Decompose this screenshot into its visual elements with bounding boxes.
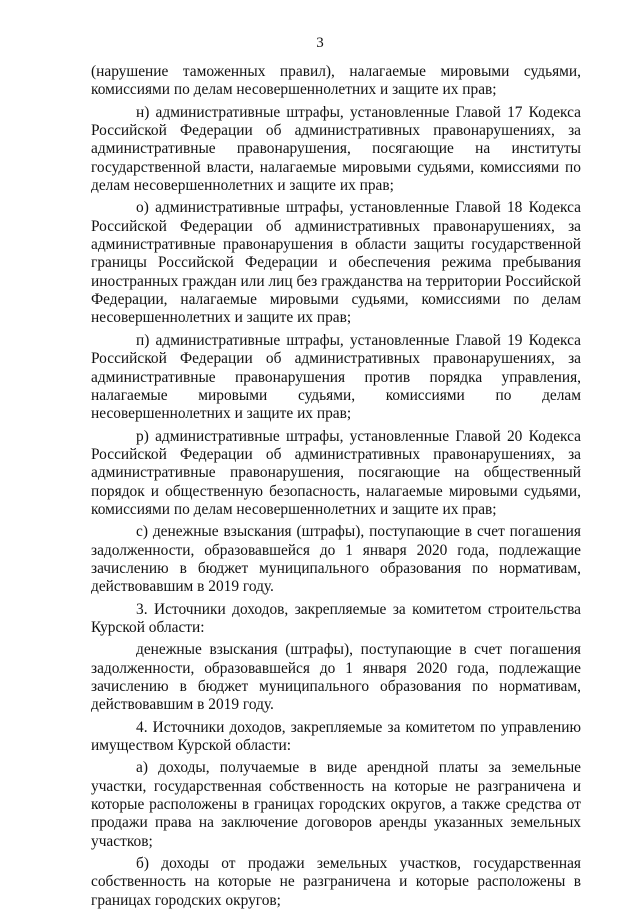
paragraph-s-monetary-penalties: с) денежные взыскания (штрафы), поступающие в счет погашения задолженности, образовавшейся до 1 января 2020 года, подлежащие зачислению в бюджет муниципального образования по нормативам, действовавшим в 2019 году. (91, 523, 581, 596)
paragraph-construction-committee-penalties: денежные взыскания (штрафы), поступающие в счет погашения задолженности, образовавшейся до 1 января 2020 года, подлежащие зачислению в бюджет муниципального образования по нормативам, действовавшим в 2019 году. (91, 641, 581, 714)
section-4-heading: 4. Источники доходов, закрепляемые за комитетом по управлению имуществом Курской области: (91, 718, 581, 755)
paragraph-b-land-sale-income: б) доходы от продажи земельных участков, государственная собственность на которые не разграничена и которые расположены в границах городских округов; (91, 855, 581, 909)
paragraph-o-chapter-18-fines: о) административные штрафы, установленные Главой 18 Кодекса Российской Федерации об административных правонарушениях, за административные правонарушения в области защиты государственной границы Российской Федерации и обеспечения режима пребывания иностранных граждан или лиц без гражданства на территории Российской Федерации, налагаемые мировыми судьями, комиссиями по делам несовершеннолетних и защите их прав; (91, 199, 581, 327)
document-body (91, 63, 581, 910)
section-3-heading: 3. Источники доходов, закрепляемые за комитетом строительства Курской области: (91, 600, 581, 636)
paragraph-p-chapter-19-fines: п) административные штрафы, установленные Главой 19 Кодекса Российской Федерации об административных правонарушениях, за административные правонарушения против порядка управления, налагаемые мировыми судьями, комиссиями по делам несовершеннолетних и защите их прав; (91, 331, 581, 423)
paragraph-n-chapter-17-fines: н) административные штрафы, установленные Главой 17 Кодекса Российской Федерации об административных правонарушениях, за административные правонарушения, посягающие на институты государственной власти, налагаемые мировыми судьями, комиссиями по делам несовершеннолетних и защите их прав; (91, 103, 581, 195)
page-number: 3 (316, 35, 324, 51)
paragraph-a-land-rent-income: а) доходы, получаемые в виде арендной платы за земельные участки, государственная собственность на которые не разграничена и которые расположены в границах городских округов, а также средства от продажи права на заключение договоров аренды указанных земельных участков; (91, 759, 581, 850)
paragraph-r-chapter-20-fines: р) административные штрафы, установленные Главой 20 Кодекса Российской Федерации об административных правонарушениях, за административные правонарушения, посягающие на общественный порядок и общественную безопасность, налагаемые мировыми судьями, комиссиями по делам несовершеннолетних и защите их прав; (91, 427, 581, 518)
paragraph-customs-fines-continuation: (нарушение таможенных правил), налагаемые мировыми судьями, комиссиями по делам несовершеннолетних и защите их прав; (91, 63, 581, 99)
